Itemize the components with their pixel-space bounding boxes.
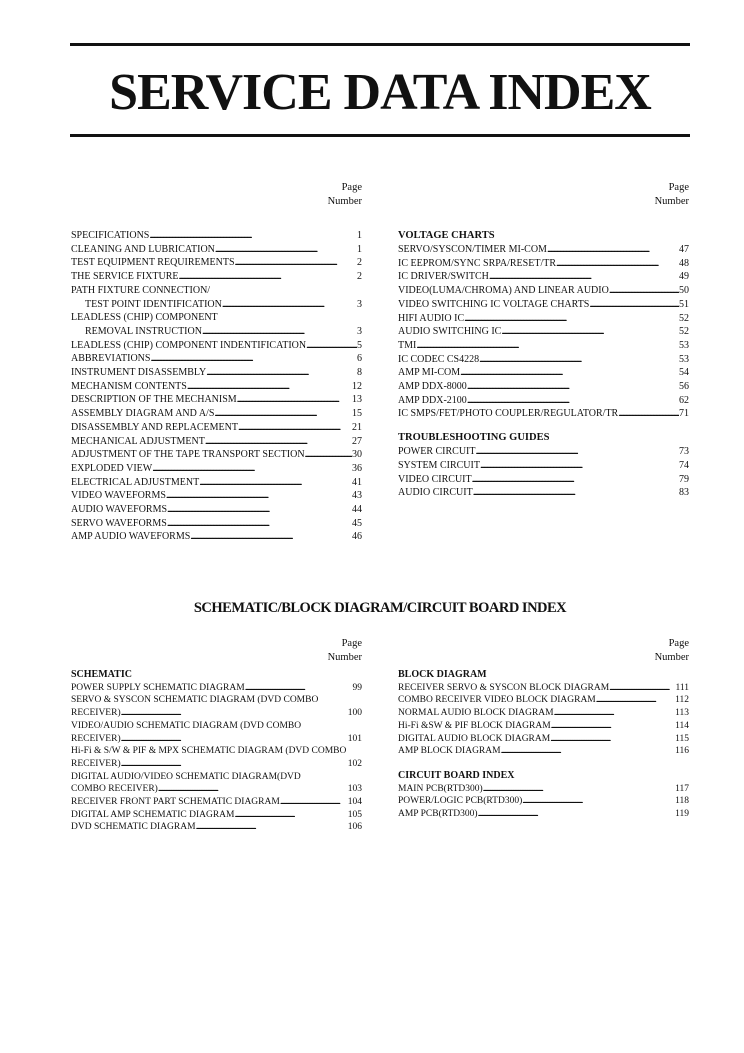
index-entry bbox=[71, 476, 362, 490]
section-heading: TROUBLESHOOTING GUIDES bbox=[398, 432, 550, 444]
entry-title: PATH FIXTURE CONNECTION/ bbox=[71, 284, 211, 296]
index-entry bbox=[398, 257, 689, 271]
entry-title: SERVO & SYSCON SCHEMATIC DIAGRAM (DVD COMBO bbox=[71, 695, 319, 706]
entry-page-number: 3 bbox=[357, 298, 362, 310]
dot-leader bbox=[501, 325, 679, 339]
dot-leader bbox=[473, 486, 679, 500]
entry-title: VIDEO SWITCHING IC VOLTAGE CHARTS bbox=[398, 298, 590, 310]
entry-page-number: 74 bbox=[679, 459, 689, 471]
entry-title: LEADLESS (CHIP) COMPONENT INDENTIFICATION bbox=[71, 339, 307, 351]
section-heading: BLOCK DIAGRAM bbox=[398, 669, 487, 680]
index-entry bbox=[71, 783, 362, 796]
index-entry bbox=[71, 758, 362, 771]
entry-page-number: 46 bbox=[352, 531, 362, 543]
block-diagram-list bbox=[398, 682, 689, 758]
index-entry bbox=[398, 325, 689, 339]
dot-leader bbox=[121, 733, 348, 746]
index-entry bbox=[71, 256, 362, 270]
entry-title: SERVO/SYSCON/TIMER MI-COM bbox=[398, 244, 547, 255]
dot-leader bbox=[235, 256, 357, 270]
entry-title: HIFI AUDIO IC bbox=[398, 312, 465, 324]
entry-title: RECEIVER FRONT PART SCHEMATIC DIAGRAM bbox=[71, 797, 280, 808]
entry-page-number: 6 bbox=[357, 353, 362, 365]
entry-title: AMP DDX-2100 bbox=[398, 394, 467, 406]
voltage-charts-list bbox=[398, 243, 689, 421]
entry-title: ELECTRICAL ADJUSTMENT bbox=[71, 476, 200, 488]
toc-list bbox=[398, 229, 689, 500]
dot-leader bbox=[187, 380, 352, 394]
entry-title: POWER/LOGIC PCB(RTD300) bbox=[398, 796, 523, 807]
entry-page-number: 3 bbox=[357, 325, 362, 337]
index-entry bbox=[71, 503, 362, 517]
index-entry bbox=[398, 394, 689, 408]
index-entry bbox=[71, 448, 362, 462]
index-entry bbox=[71, 733, 362, 746]
dot-leader bbox=[196, 821, 348, 834]
page-number-header: Page Number bbox=[327, 638, 362, 663]
index-entry bbox=[71, 298, 362, 312]
entry-page-number: 79 bbox=[679, 473, 689, 485]
index-entry bbox=[71, 229, 362, 243]
dot-leader bbox=[166, 489, 352, 503]
index-entry bbox=[398, 682, 689, 695]
entry-title: CLEANING AND LUBRICATION bbox=[71, 243, 215, 255]
dot-leader bbox=[554, 707, 675, 720]
entry-title: DISASSEMBLY AND REPLACEMENT bbox=[71, 421, 238, 433]
entry-title: RECEIVER SERVO & SYSCON BLOCK DIAGRAM bbox=[398, 682, 610, 693]
entry-page-number: 117 bbox=[675, 783, 689, 794]
entry-title: AUDIO SWITCHING IC bbox=[398, 326, 502, 338]
entry-page-number: 73 bbox=[679, 446, 689, 458]
entry-page-number: 12 bbox=[352, 380, 362, 392]
dot-leader bbox=[478, 808, 676, 821]
entry-title: DVD SCHEMATIC DIAGRAM bbox=[71, 822, 196, 833]
circuit-board-list bbox=[398, 783, 689, 821]
entry-page-number: 49 bbox=[679, 271, 689, 283]
entry-title: TEST EQUIPMENT REQUIREMENTS bbox=[71, 257, 235, 269]
entry-title: AMP DDX-8000 bbox=[398, 381, 467, 393]
index-entry bbox=[71, 809, 362, 822]
index-entry bbox=[71, 339, 362, 353]
toc-list bbox=[71, 229, 362, 544]
index-entry bbox=[71, 435, 362, 449]
entry-page-number: 115 bbox=[675, 733, 689, 744]
index-entry bbox=[398, 380, 689, 394]
index-entry bbox=[71, 393, 362, 407]
index-entry bbox=[71, 407, 362, 421]
dot-leader bbox=[158, 783, 348, 796]
dot-leader bbox=[150, 352, 357, 366]
dot-leader bbox=[480, 459, 679, 473]
entry-page-number: 54 bbox=[679, 367, 689, 379]
entry-title: DIGITAL AUDIO BLOCK DIAGRAM bbox=[398, 733, 551, 744]
dot-leader bbox=[167, 517, 352, 531]
title-bottom-rule bbox=[70, 134, 690, 137]
entry-page-number: 102 bbox=[347, 758, 362, 769]
entry-title: DESCRIPTION OF THE MECHANISM bbox=[71, 394, 237, 406]
entry-title: TEST POINT IDENTIFICATION bbox=[85, 298, 222, 310]
entry-page-number: 44 bbox=[352, 504, 362, 516]
entry-title: Hi-Fi & S/W & PIF & MPX SCHEMATIC DIAGRAM (DVD COMBO bbox=[71, 746, 347, 757]
entry-title: THE SERVICE FIXTURE bbox=[71, 271, 179, 283]
entry-title: AUDIO CIRCUIT bbox=[398, 487, 473, 499]
entry-page-number: 114 bbox=[675, 720, 689, 731]
entry-page-number: 43 bbox=[352, 490, 362, 502]
dot-leader bbox=[472, 473, 679, 487]
entry-title: NORMAL AUDIO BLOCK DIAGRAM bbox=[398, 708, 554, 719]
entry-title: Hi-Fi &SW & PIF BLOCK DIAGRAM bbox=[398, 720, 551, 731]
entry-title: POWER CIRCUIT bbox=[398, 446, 476, 458]
entry-title: TMI bbox=[398, 339, 417, 351]
schematic-right-column bbox=[398, 637, 689, 821]
entry-page-number: 113 bbox=[675, 708, 689, 719]
entry-page-number: 104 bbox=[347, 797, 362, 808]
entry-page-number: 101 bbox=[347, 733, 362, 744]
dot-leader bbox=[167, 503, 352, 517]
entry-title: AMP BLOCK DIAGRAM bbox=[398, 746, 501, 757]
index-entry bbox=[398, 707, 689, 720]
entry-title: ABBREVIATIONS bbox=[71, 353, 151, 365]
dot-leader bbox=[202, 325, 357, 339]
dot-leader bbox=[305, 448, 352, 462]
entry-page-number: 111 bbox=[675, 682, 689, 693]
entry-page-number: 15 bbox=[352, 408, 362, 420]
entry-page-number: 47 bbox=[679, 244, 689, 255]
index-entry bbox=[71, 352, 362, 366]
entry-title: ADJUSTMENT OF THE TAPE TRANSPORT SECTION bbox=[71, 449, 305, 461]
entry-title: VIDEO CIRCUIT bbox=[398, 473, 472, 485]
dot-leader bbox=[479, 353, 679, 367]
dot-leader bbox=[596, 694, 675, 707]
entry-page-number: 8 bbox=[357, 367, 362, 379]
dot-leader bbox=[522, 795, 675, 808]
index-entry bbox=[398, 745, 689, 758]
page-number-header: Page Number bbox=[654, 182, 689, 207]
dot-leader bbox=[238, 421, 352, 435]
index-entry bbox=[71, 366, 362, 380]
entry-page-number: 13 bbox=[352, 394, 362, 406]
entry-title: AMP MI-COM bbox=[398, 367, 461, 379]
entry-title: LEADLESS (CHIP) COMPONENT bbox=[71, 312, 218, 324]
entry-page-number: 119 bbox=[675, 809, 689, 820]
entry-page-number: 27 bbox=[352, 435, 362, 447]
index-entry bbox=[398, 243, 689, 257]
dot-leader bbox=[609, 682, 675, 695]
dot-leader bbox=[179, 270, 357, 284]
page-number-header: Page Number bbox=[654, 638, 689, 663]
dot-leader bbox=[205, 435, 352, 449]
dot-leader bbox=[476, 445, 680, 459]
dot-leader bbox=[550, 733, 675, 746]
dot-leader bbox=[547, 243, 679, 257]
index-entry bbox=[71, 530, 362, 544]
entry-page-number: 51 bbox=[679, 298, 689, 310]
dot-leader bbox=[551, 720, 675, 733]
dot-leader bbox=[215, 243, 357, 257]
index-entry bbox=[398, 473, 689, 487]
index-entry bbox=[71, 325, 362, 339]
entry-title: RECEIVER) bbox=[71, 708, 121, 719]
index-entry bbox=[398, 783, 689, 796]
schematic-left-column bbox=[71, 637, 362, 834]
dot-leader bbox=[222, 298, 357, 312]
entry-page-number: 52 bbox=[679, 312, 689, 324]
entry-title: VIDEO WAVEFORMS bbox=[71, 490, 166, 502]
dot-leader bbox=[214, 407, 352, 421]
entry-page-number: 56 bbox=[679, 381, 689, 393]
index-entry bbox=[71, 707, 362, 720]
dot-leader bbox=[234, 809, 347, 822]
entry-page-number: 105 bbox=[347, 809, 362, 820]
index-entry bbox=[398, 366, 689, 380]
entry-page-number: 112 bbox=[675, 695, 689, 706]
entry-title: COMBO RECEIVER) bbox=[71, 784, 158, 795]
entry-page-number: 2 bbox=[357, 271, 362, 283]
toc-right-column bbox=[398, 181, 689, 500]
index-entry bbox=[71, 489, 362, 503]
dot-leader bbox=[237, 393, 352, 407]
entry-page-number: 52 bbox=[679, 326, 689, 338]
index-entry bbox=[398, 486, 689, 500]
dot-leader bbox=[121, 758, 348, 771]
dot-leader bbox=[206, 366, 357, 380]
dot-leader bbox=[609, 284, 679, 298]
entry-title: VIDEO(LUMA/CHROMA) AND LINEAR AUDIO bbox=[398, 285, 609, 297]
entry-title: IC EEPROM/SYNC SRPA/RESET/TR bbox=[398, 257, 557, 269]
dot-leader bbox=[152, 462, 352, 476]
top-rule bbox=[70, 43, 690, 46]
index-entry bbox=[71, 284, 362, 298]
dot-leader bbox=[556, 257, 679, 271]
entry-title: MECHANICAL ADJUSTMENT bbox=[71, 435, 205, 447]
entry-page-number: 1 bbox=[357, 230, 362, 241]
index-entry bbox=[71, 745, 362, 758]
index-entry bbox=[71, 771, 362, 784]
dot-leader bbox=[245, 682, 353, 695]
index-entry bbox=[71, 311, 362, 325]
troubleshooting-list bbox=[398, 445, 689, 500]
dot-leader bbox=[199, 476, 352, 490]
entry-page-number: 2 bbox=[357, 257, 362, 269]
schematic-list bbox=[71, 682, 362, 834]
entry-title: SPECIFICATIONS bbox=[71, 230, 150, 241]
entry-title: AMP AUDIO WAVEFORMS bbox=[71, 531, 191, 543]
index-entry bbox=[398, 808, 689, 821]
dot-leader bbox=[121, 707, 348, 720]
index-entry bbox=[398, 284, 689, 298]
entry-title: RECEIVER) bbox=[71, 758, 121, 769]
entry-page-number: 30 bbox=[352, 449, 362, 461]
dot-leader bbox=[467, 394, 679, 408]
index-entry bbox=[71, 720, 362, 733]
index-entry bbox=[398, 312, 689, 326]
entry-page-number: 83 bbox=[679, 487, 689, 499]
dot-leader bbox=[589, 298, 679, 312]
entry-page-number: 99 bbox=[352, 682, 362, 693]
entry-page-number: 45 bbox=[352, 517, 362, 529]
index-entry bbox=[71, 243, 362, 257]
entry-page-number: 50 bbox=[679, 285, 689, 297]
entry-title: SERVO WAVEFORMS bbox=[71, 517, 167, 529]
dot-leader bbox=[483, 783, 675, 796]
index-entry bbox=[398, 694, 689, 707]
index-entry bbox=[71, 694, 362, 707]
dot-leader bbox=[306, 339, 357, 353]
index-entry bbox=[398, 720, 689, 733]
entry-title: VIDEO/AUDIO SCHEMATIC DIAGRAM (DVD COMBO bbox=[71, 720, 302, 731]
index-entry bbox=[71, 517, 362, 531]
entry-title: POWER SUPPLY SCHEMATIC DIAGRAM bbox=[71, 682, 245, 693]
dot-leader bbox=[460, 366, 679, 380]
entry-page-number: 118 bbox=[675, 796, 689, 807]
index-entry bbox=[71, 380, 362, 394]
entry-title: DIGITAL AMP SCHEMATIC DIAGRAM bbox=[71, 809, 235, 820]
entry-title: COMBO RECEIVER VIDEO BLOCK DIAGRAM bbox=[398, 695, 596, 706]
entry-page-number: 1 bbox=[357, 243, 362, 255]
index-entry bbox=[398, 353, 689, 367]
index-entry bbox=[398, 733, 689, 746]
entry-title: IC SMPS/FET/PHOTO COUPLER/REGULATOR/TR bbox=[398, 408, 619, 420]
entry-title: MECHANISM CONTENTS bbox=[71, 380, 187, 392]
entry-page-number: 62 bbox=[679, 394, 689, 406]
index-entry bbox=[398, 339, 689, 353]
dot-leader bbox=[464, 312, 679, 326]
entry-page-number: 41 bbox=[352, 476, 362, 488]
entry-title: ASSEMBLY DIAGRAM AND A/S bbox=[71, 408, 215, 420]
entry-page-number: 36 bbox=[352, 462, 362, 474]
index-entry bbox=[398, 795, 689, 808]
entry-title: RECEIVER) bbox=[71, 733, 121, 744]
index-entry bbox=[71, 821, 362, 834]
dot-leader bbox=[501, 745, 676, 758]
dot-leader bbox=[467, 380, 679, 394]
index-entry bbox=[398, 298, 689, 312]
entry-page-number: 103 bbox=[347, 784, 362, 795]
dot-leader bbox=[280, 796, 348, 809]
index-entry bbox=[71, 796, 362, 809]
index-entry bbox=[398, 459, 689, 473]
entry-title: INSTRUMENT DISASSEMBLY bbox=[71, 367, 207, 379]
section-heading: CIRCUIT BOARD INDEX bbox=[398, 769, 515, 781]
entry-page-number: 116 bbox=[675, 746, 689, 757]
entry-title: IC DRIVER/SWITCH bbox=[398, 271, 489, 283]
entry-title: REMOVAL INSTRUCTION bbox=[85, 325, 202, 337]
toc-left-column bbox=[71, 181, 362, 544]
dot-leader bbox=[149, 229, 357, 243]
index-entry bbox=[71, 462, 362, 476]
dot-leader bbox=[190, 530, 352, 544]
dot-leader bbox=[489, 270, 679, 284]
page-number-header: Page Number bbox=[327, 182, 362, 207]
entry-title: MAIN PCB(RTD300) bbox=[398, 783, 483, 794]
entry-page-number: 5 bbox=[357, 339, 362, 351]
entry-title: DIGITAL AUDIO/VIDEO SCHEMATIC DIAGRAM(DVD bbox=[71, 771, 301, 782]
section-heading: SCHEMATIC bbox=[71, 669, 132, 680]
index-entry bbox=[71, 682, 362, 695]
section-heading: VOLTAGE CHARTS bbox=[398, 230, 495, 241]
entry-title: AMP PCB(RTD300) bbox=[398, 809, 478, 820]
entry-page-number: 53 bbox=[679, 353, 689, 365]
entry-page-number: 71 bbox=[679, 408, 689, 420]
entry-title: SYSTEM CIRCUIT bbox=[398, 459, 480, 471]
entry-title: IC CODEC CS4228 bbox=[398, 353, 480, 365]
entry-page-number: 100 bbox=[347, 708, 362, 719]
index-entry bbox=[398, 445, 689, 459]
index-entry bbox=[398, 270, 689, 284]
entry-title: AUDIO WAVEFORMS bbox=[71, 504, 168, 516]
dot-leader bbox=[618, 407, 679, 421]
entry-page-number: 106 bbox=[347, 822, 362, 833]
index-entry bbox=[398, 407, 689, 421]
schematic-index-heading: SCHEMATIC/BLOCK DIAGRAM/CIRCUIT BOARD INDEX bbox=[193, 600, 567, 616]
index-entry bbox=[71, 421, 362, 435]
entry-title: EXPLODED VIEW bbox=[71, 462, 153, 474]
dot-leader bbox=[416, 339, 679, 353]
entry-page-number: 53 bbox=[679, 339, 689, 351]
entry-page-number: 48 bbox=[679, 257, 689, 269]
index-entry bbox=[71, 270, 362, 284]
entry-page-number: 21 bbox=[352, 421, 362, 433]
page-title: SERVICE DATA INDEX bbox=[109, 64, 651, 121]
